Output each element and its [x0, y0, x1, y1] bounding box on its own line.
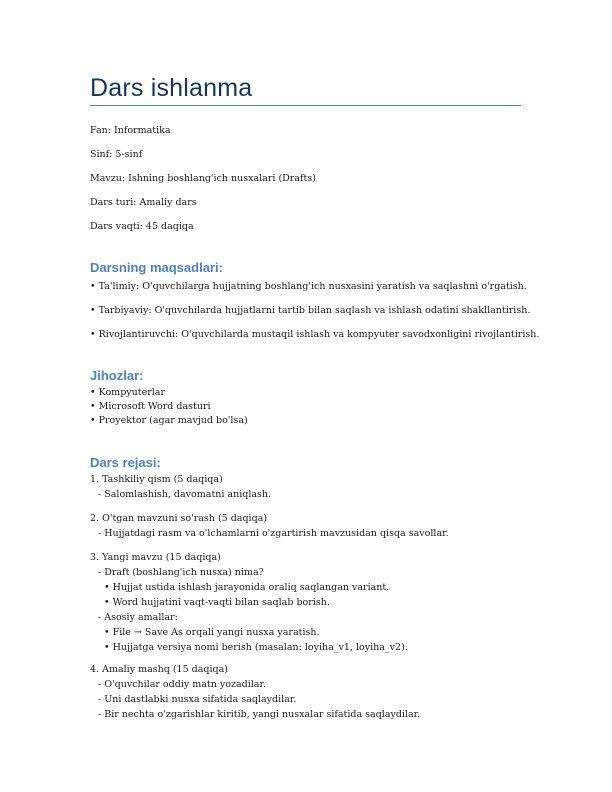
plan-step-line: - Bir nechta o'zgarishlar kiritib, yangi nusxalar sifatida saqlaydilar. — [98, 709, 421, 720]
goal-item: • Ta'limiy: O'quvchilarga hujjatning boshlang'ich nusxasini yaratish va saqlashni o'rgatish. — [90, 281, 527, 292]
plan-step-line: - Asosiy amallar: — [98, 612, 178, 623]
plan-heading: Dars rejasi: — [90, 455, 161, 470]
meta-dars-turi: Dars turi: Amaliy dars — [90, 197, 197, 208]
plan-step-bullet: • Word hujjatini vaqt-vaqti bilan saqlab borish. — [104, 597, 330, 608]
plan-step-title: 1. Tashkiliy qism (5 daqiqa) — [90, 474, 223, 485]
equipment-item: • Proyektor (agar mavjud bo'lsa) — [90, 415, 248, 426]
plan-step-title: 2. O'tgan mavzuni so'rash (5 daqiqa) — [90, 513, 268, 524]
plan-step-line: - Draft (boshlang'ich nusxa) nima? — [98, 567, 264, 578]
document-title: Dars ishlanma — [90, 74, 253, 102]
plan-step-title: 4. Amaliy mashq (15 daqiqa) — [90, 664, 228, 675]
title-underline — [90, 105, 521, 106]
plan-step-line: - Uni dastlabki nusxa sifatida saqlaydilar. — [98, 694, 297, 705]
plan-step-bullet: • Hujjatga versiya nomi berish (masalan: loyiha_v1, loyiha_v2). — [104, 642, 408, 653]
meta-dars-vaqti: Dars vaqti: 45 daqiqa — [90, 221, 194, 232]
goal-item: • Rivojlantiruvchi: O'quvchilarda mustaqil ishlash va kompyuter savodxonligini rivojlantirish. — [90, 329, 540, 340]
goals-heading: Darsning maqsadlari: — [90, 260, 223, 275]
meta-sinf: Sinf: 5-sinf — [90, 149, 143, 160]
goal-item: • Tarbiyaviy: O'quvchilarda hujjatlarni tartib bilan saqlash va ishlash odatini shakllantirish. — [90, 305, 531, 316]
plan-step-bullet: • Hujjat ustida ishlash jarayonida oraliq saqlangan variant. — [104, 582, 390, 593]
plan-step-line: - Salomlashish, davomatni aniqlash. — [98, 489, 272, 500]
plan-step-line: - O'quvchilar oddiy matn yozadilar. — [98, 679, 266, 690]
equipment-item: • Microsoft Word dasturi — [90, 401, 211, 412]
plan-step-line: - Hujjatdagi rasm va o'lchamlarni o'zgartirish mavzusidan qisqa savollar. — [98, 528, 449, 539]
plan-step-title: 3. Yangi mavzu (15 daqiqa) — [90, 552, 221, 563]
equipment-item: • Kompyuterlar — [90, 387, 165, 398]
equipment-heading: Jihozlar: — [90, 368, 144, 383]
meta-fan: Fan: Informatika — [90, 125, 171, 136]
meta-mavzu: Mavzu: Ishning boshlang'ich nusxalari (Drafts) — [90, 173, 316, 184]
plan-step-bullet: • File → Save As orqali yangi nusxa yaratish. — [104, 627, 320, 638]
